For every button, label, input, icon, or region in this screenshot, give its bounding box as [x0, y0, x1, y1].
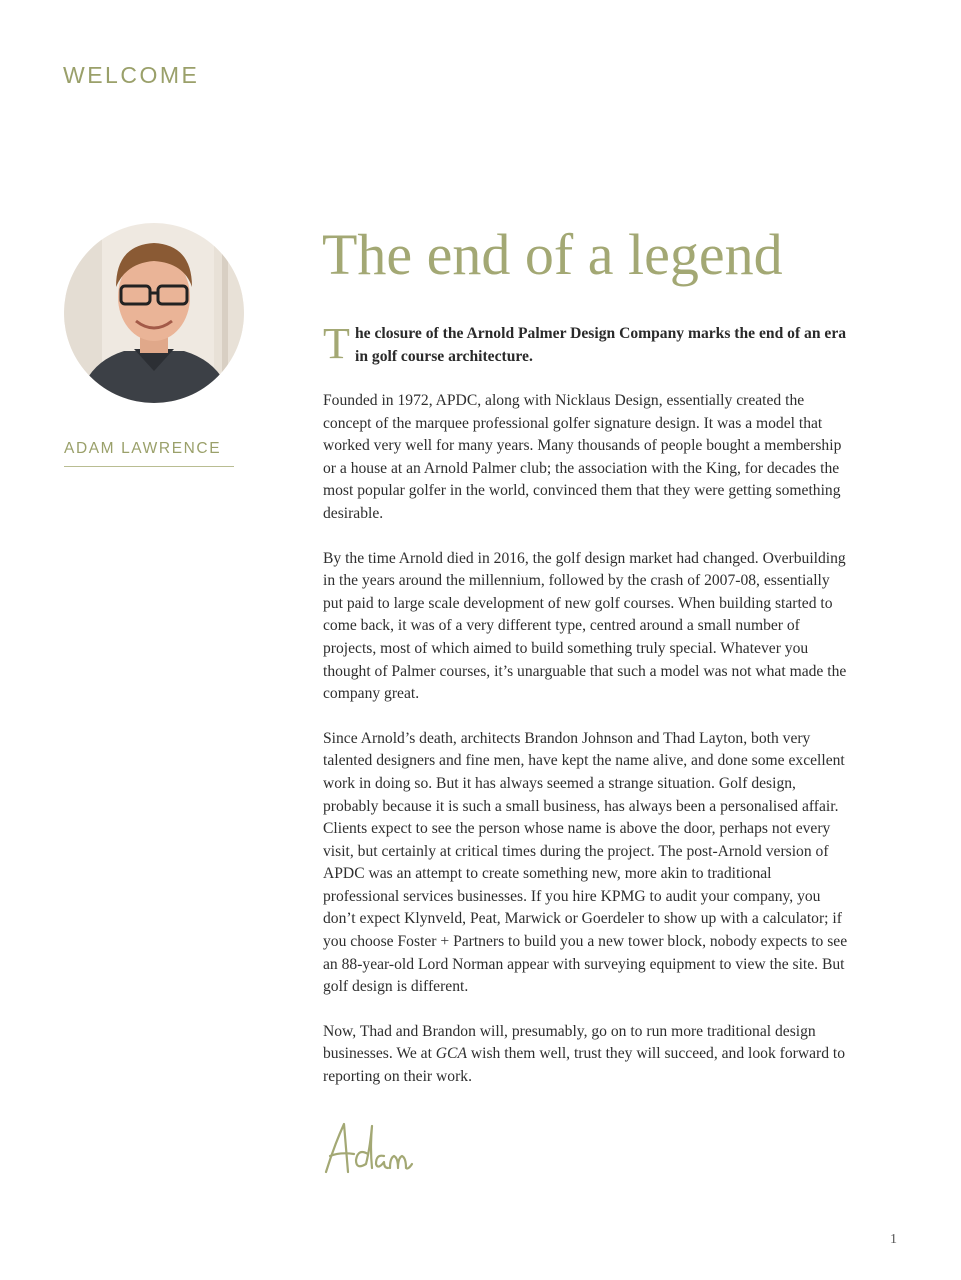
drop-cap: T — [323, 319, 350, 368]
closing-paragraph — [323, 1021, 848, 1089]
signature — [322, 1118, 417, 1178]
article-body — [323, 319, 848, 1111]
section-label: WELCOME — [63, 62, 200, 88]
publication-name: GCA — [435, 1045, 467, 1063]
body-paragraph: By the time Arnold died in 2016, the golf design market had changed. Overbuilding in the years around the millennium, followed by the crash of 2007-08, essentially put paid to large scale development of new golf courses. When building started to come back, it was of a very different type, centred around a small number of projects, most of which aimed to build something truly special. Whatever you thought of Palmer courses, it’s unarguable that such a model was not what made the company great. — [323, 549, 847, 703]
closing-text-end: wish them well, trust they will succeed, and look forward to reporting on their work. — [323, 1045, 846, 1086]
lead-paragraph — [323, 319, 848, 368]
page-number: 1 — [890, 1232, 897, 1247]
article-headline: The end of a legend — [322, 222, 783, 287]
author-name: ADAM LAWRENCE — [64, 440, 234, 467]
body-paragraph: Since Arnold’s death, architects Brandon Johnson and Thad Layton, both very talented designers and fine men, have kept the name alive, and done some excellent work in doing so. But it has always seemed a strange situation. Golf design, probably because it is such a small business, has always been a personalised affair. Clients expect to see the person whose name is above the door, perhaps not every visit, but certainly at critical times during the project. The post-Arnold version of APDC was an attempt to create something new, more akin to traditional professional services businesses. If you hire KPMG to audit your company, you don’t expect Klynveld, Peat, Marwick or Goerdeler to show up with a calculator; if you choose Foster + Partners to build you a new tower block, nobody expects to see an 88-year-old Lord Norman appear with surveying equipment to view the site. But golf design is different. — [323, 729, 848, 996]
closing-text: Now, Thad and Brandon will, presumably, go on to run more traditional design businesses. We at — [323, 1022, 816, 1063]
author-photo — [64, 223, 244, 403]
lead-text: he closure of the Arnold Palmer Design Company marks the end of an era in golf course architecture. — [355, 325, 847, 365]
body-paragraph: Founded in 1972, APDC, along with Nicklaus Design, essentially created the concept of the marquee professional golfer signature design. It was a model that worked very well for many years. Many thousands of people bought a membership or a house at an Arnold Palmer club; the association with the King, for decades the most popular golfer in the world, convinced them that they were getting something desirable. — [323, 392, 842, 522]
